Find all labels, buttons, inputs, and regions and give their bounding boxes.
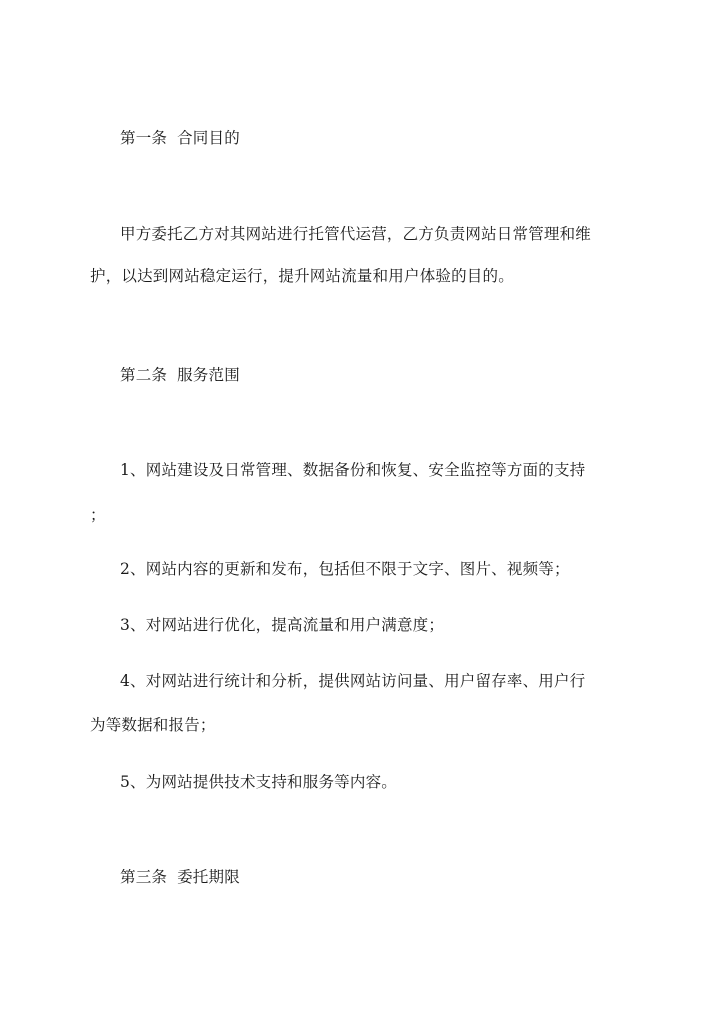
list-item-line: 1、网站建设及日常管理、数据备份和恢复、安全监控等方面的支持 xyxy=(120,461,586,479)
section-title: 合同目的 xyxy=(177,129,240,147)
section-number: 第三条 xyxy=(120,868,168,886)
paragraph-line: 甲方委托乙方对其网站进行托管代运营，乙方负责网站日常管理和维 xyxy=(120,225,592,243)
list-item-line: 2、网站内容的更新和发布，包括但不限于文字、图片、视频等； xyxy=(120,560,570,578)
paragraph-line: 护，以达到网站稳定运行，提升网站流量和用户体验的目的。 xyxy=(90,267,514,285)
section-number: 第二条 xyxy=(120,366,168,384)
list-item-line: 4、对网站进行统计和分析，提供网站访问量、用户留存率、用户行 xyxy=(120,672,586,690)
list-item-line: 5、为网站提供技术支持和服务等内容。 xyxy=(120,773,397,791)
list-item-line: ； xyxy=(90,506,106,524)
section-title: 委托期限 xyxy=(177,868,240,886)
section-heading xyxy=(120,866,240,888)
list-item-line: 3、对网站进行优化，提高流量和用户满意度； xyxy=(120,616,445,634)
section-heading xyxy=(120,364,240,386)
list-item-line: 为等数据和报告； xyxy=(90,716,216,734)
section-number: 第一条 xyxy=(120,129,168,147)
section-title: 服务范围 xyxy=(177,366,240,384)
section-heading xyxy=(120,127,240,149)
